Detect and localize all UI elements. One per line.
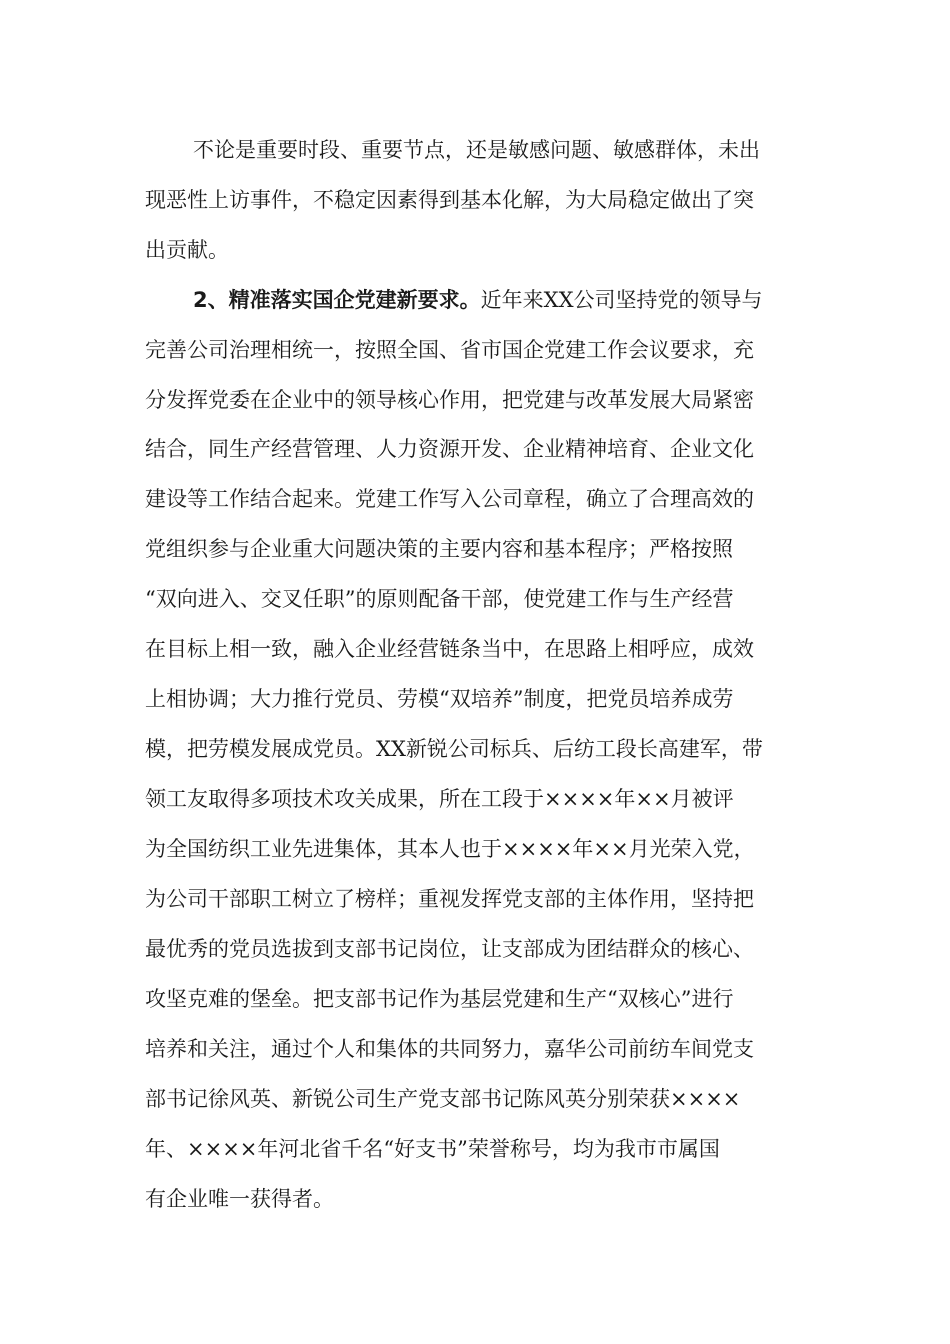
paragraph2-line-10: 模，把劳模发展成党员。XX新锐公司标兵、后纺工段长高建军，带 (145, 737, 763, 761)
paragraph2-line-8: 在目标上相一致，融入企业经营链条当中，在思路上相呼应，成效 (145, 637, 754, 661)
paragraph2-line-6: 党组织参与企业重大问题决策的主要内容和基本程序；严格按照 (145, 537, 733, 561)
paragraph2-line-13: 为公司干部职工树立了榜样；重视发挥党支部的主体作用，坚持把 (145, 887, 754, 911)
paragraph2-line-2: 完善公司治理相统一，按照全国、省市国企党建工作会议要求，充 (145, 338, 754, 362)
paragraph2-line-3: 分发挥党委在企业中的领导核心作用，把党建与改革发展大局紧密 (145, 388, 754, 412)
paragraph2-line-19: 有企业唯一获得者。 (145, 1187, 334, 1211)
paragraph2-line-5: 建设等工作结合起来。党建工作写入公司章程，确立了合理高效的 (145, 487, 754, 511)
paragraph2-line-18: 年、××××年河北省千名“好支书”荣誉称号，均为我市市属国 (145, 1137, 720, 1161)
paragraph2-line-12: 为全国纺织工业先进集体，其本人也于××××年××月光荣入党， (145, 837, 755, 861)
paragraph2-line-17: 部书记徐风英、新锐公司生产党支部书记陈风英分别荣获×××× (145, 1087, 741, 1111)
paragraph2-line-14: 最优秀的党员选拔到支部书记岗位，让支部成为团结群众的核心、 (145, 937, 754, 961)
paragraph1-line-3: 出贡献。 (145, 238, 229, 262)
paragraph2-line-15: 攻坚克难的堡垒。把支部书记作为基层党建和生产“双核心”进行 (145, 987, 734, 1011)
paragraph2-line-4: 结合，同生产经营管理、人力资源开发、企业精神培育、企业文化 (145, 437, 754, 461)
paragraph2-heading: 2、精准落实国企党建新要求。 (193, 288, 481, 312)
paragraph2-line-1 (193, 280, 805, 320)
paragraph1-line-2: 现恶性上访事件，不稳定因素得到基本化解，为大局稳定做出了突 (145, 188, 754, 212)
paragraph2-line-16: 培养和关注，通过个人和集体的共同努力，嘉华公司前纺车间党支 (145, 1037, 754, 1061)
paragraph2-line-7: “双向进入、交叉任职”的原则配备干部，使党建工作与生产经营 (145, 587, 734, 611)
paragraph2-line-11: 领工友取得多项技术攻关成果，所在工段于××××年××月被评 (145, 787, 734, 811)
paragraph2-line-9: 上相协调；大力推行党员、劳模“双培养”制度，把党员培养成劳 (145, 687, 734, 711)
paragraph2-first-line-rest: 近年来XX公司坚持党的领导与 (480, 288, 763, 312)
paragraph1-line-1: 不论是重要时段、重要节点，还是敏感问题、敏感群体，未出 (193, 138, 760, 162)
